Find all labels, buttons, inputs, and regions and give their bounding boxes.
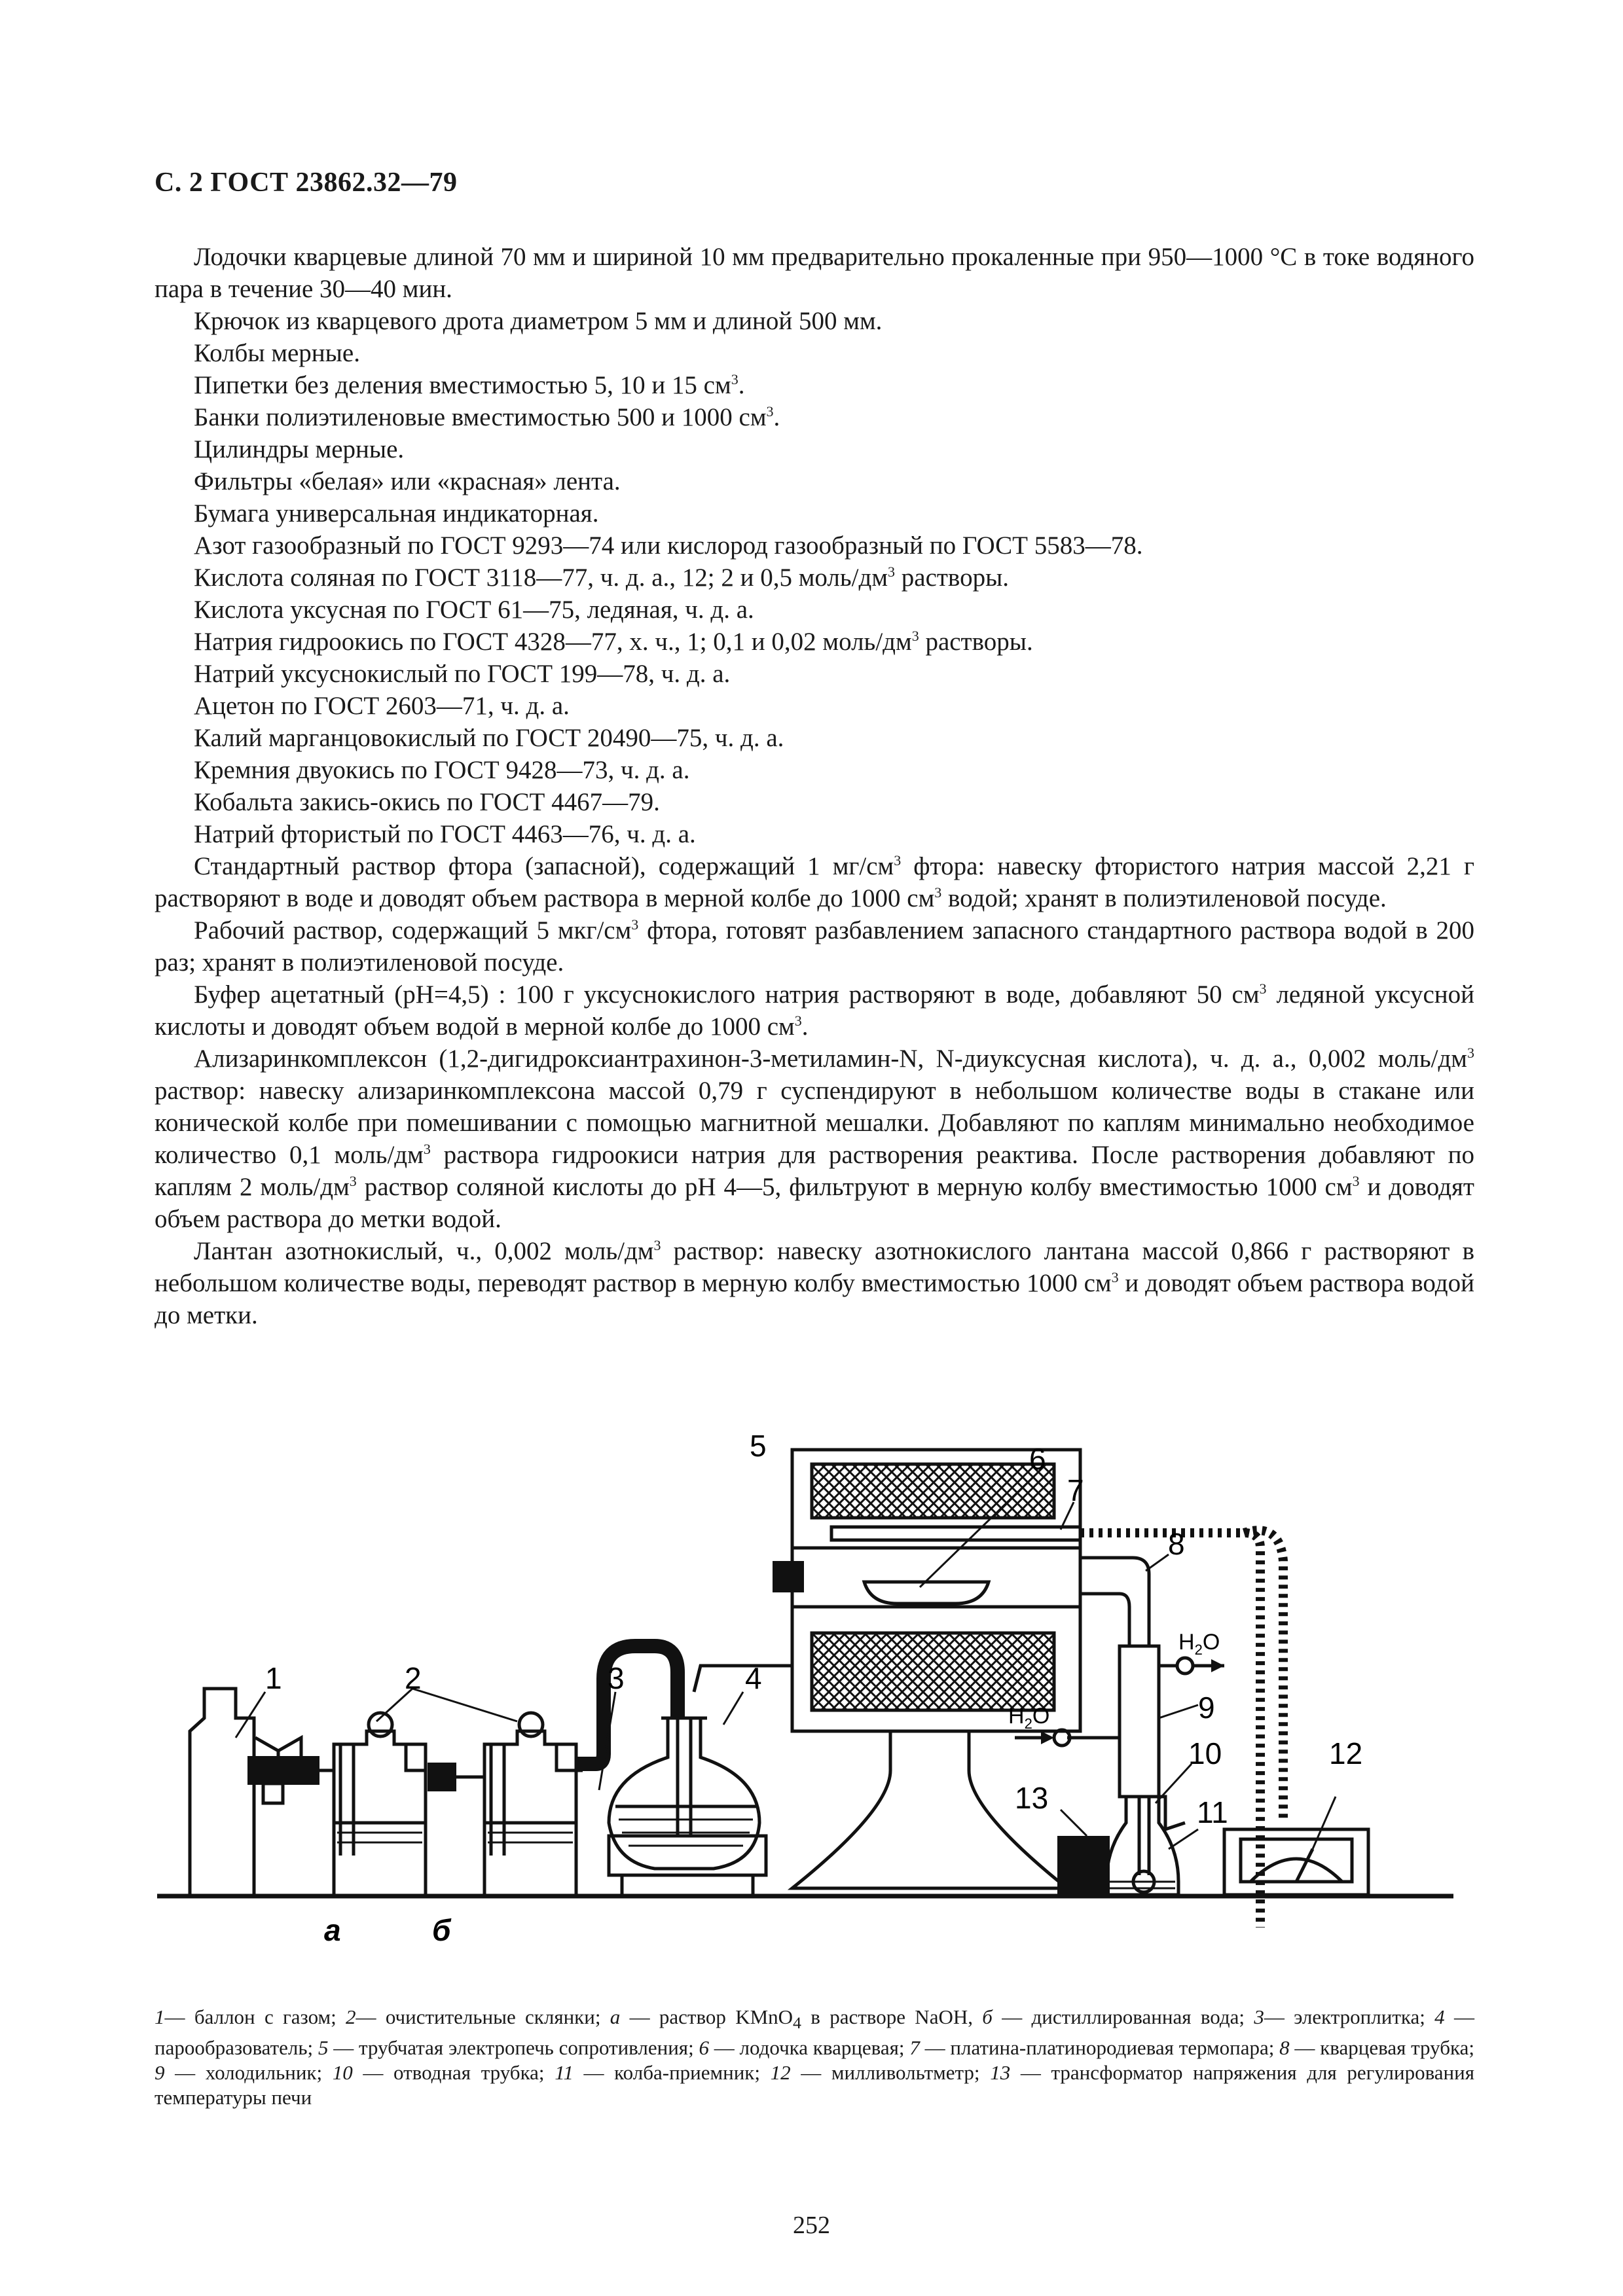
- caption-text: — электроплитка;: [1264, 2005, 1435, 2028]
- superscript: 3: [1111, 1269, 1119, 1285]
- caption-num: 2: [346, 2005, 356, 2028]
- text-run: .: [738, 371, 745, 399]
- caption-text: — колба-приемник;: [573, 2061, 771, 2085]
- receiver-liquid: [1110, 1882, 1175, 1888]
- superscript: 3: [934, 884, 942, 901]
- text-run: Кислота соляная по ГОСТ 3118—77, ч. д. а., 12; 2 и 0,5 моль/дм: [194, 564, 888, 592]
- condenser: [1054, 1646, 1193, 1797]
- reagent-item: Кобальта закись-окись по ГОСТ 4467—79.: [194, 788, 660, 816]
- caption-num: 8: [1279, 2036, 1290, 2060]
- superscript: 3: [794, 1013, 802, 1029]
- caption-num: 10: [332, 2061, 353, 2085]
- paragraph-alizarin: [155, 1043, 1474, 1235]
- label-13: 13: [1015, 1781, 1049, 1815]
- quartz-boat: [864, 1582, 989, 1604]
- text-run: .: [801, 1013, 809, 1041]
- text-run: Стандартный раствор фтора (запасной), содержащий 1 мг/см: [194, 852, 894, 880]
- superscript: 3: [894, 852, 902, 869]
- text-run: раствор: навеску ализаринкомплексона массой 0,79 г суспендируют в небольшом количестве воды в стакане или конической колбе при помешивании с помощью магнитной мешалки. Добавляют по каплям минимально необходимое количество 0,1 моль/дм: [155, 1077, 1474, 1169]
- caption-text: в растворе NaOH,: [801, 2005, 983, 2028]
- superscript: 3: [423, 1141, 431, 1157]
- rubber-hose: [576, 1646, 678, 1764]
- caption-text: — трубчатая электропечь сопротивления;: [328, 2036, 699, 2060]
- text-run: растворы.: [919, 628, 1033, 656]
- caption-text: — платина-платинородиевая термопара;: [919, 2036, 1280, 2060]
- label-b: б: [432, 1913, 451, 1947]
- text-run: Банки полиэтиленовые вместимостью 500 и 1000 см: [194, 403, 767, 431]
- reagent-item: [155, 626, 1474, 658]
- caption-text: — трансформатор напряжения для регулирования температуры печи: [155, 2061, 1474, 2109]
- text-run: раствор соляной кислоты до pH 4—5, фильтруют в мерную колбу вместимостью 1000 см: [356, 1173, 1353, 1201]
- text-run: Лантан азотнокислый, ч., 0,002 моль/дм: [194, 1237, 654, 1265]
- reagent-item: [155, 401, 1474, 433]
- text-run: .: [773, 403, 780, 431]
- superscript: 3: [1259, 980, 1267, 997]
- caption-num: 5: [318, 2036, 329, 2060]
- liquid-a: [337, 1833, 422, 1842]
- caption-num: 1: [155, 2005, 165, 2028]
- reagent-item: Ацетон по ГОСТ 2603—71, ч. д. а.: [194, 692, 570, 720]
- caption-num: 6: [699, 2036, 709, 2060]
- text-run: и доводят объем раствора водой до метки.: [155, 1269, 1475, 1329]
- reagent-item: [155, 369, 1474, 401]
- page-header: С. 2 ГОСТ 23862.32—79: [155, 168, 458, 198]
- thermocouple: [831, 1527, 1080, 1540]
- figure-caption: [155, 2005, 1474, 2110]
- liquid-b: [488, 1833, 573, 1842]
- caption-text: — отводная трубка;: [352, 2061, 555, 2085]
- label-a: а: [324, 1913, 341, 1947]
- thermocouple-wire-2: [1244, 1530, 1283, 1823]
- caption-num: 9: [155, 2061, 165, 2085]
- furnace-heater-bottom: [812, 1633, 1054, 1710]
- caption-num: 13: [990, 2061, 1011, 2085]
- superscript: 3: [1352, 1173, 1360, 1189]
- paragraph-stock-solution: [155, 850, 1474, 914]
- caption-num: 3: [1254, 2005, 1264, 2028]
- label-11: 11: [1197, 1795, 1228, 1829]
- flask-liquid: [619, 1820, 753, 1846]
- reagent-item: Азот газообразный по ГОСТ 9293—74 или кислород газообразный по ГОСТ 5583—78.: [194, 531, 1143, 560]
- text-run: фтора, готовят разбавлением запасного стандартного раствора водой в 200 раз; хранят в полиэтиленовой посуде.: [155, 916, 1474, 977]
- label-6: 6: [1029, 1442, 1046, 1476]
- reagent-item: Колбы мерные.: [194, 339, 360, 367]
- cylinder-valve: [247, 1756, 319, 1785]
- caption-text: — раствор KMnO: [620, 2005, 793, 2028]
- superscript: 3: [888, 564, 896, 580]
- text-run: водой; хранят в полиэтиленовой посуде.: [941, 884, 1387, 912]
- caption-num: 4: [1434, 2005, 1445, 2028]
- reagent-item: Фильтры «белая» или «красная» лента.: [194, 467, 621, 495]
- superscript: 3: [1467, 1045, 1474, 1061]
- h2o-o: O: [1032, 1704, 1050, 1729]
- connector-block: [428, 1763, 456, 1791]
- text-run: ледяной уксусной кислоты и доводят объем водой в мерной колбе до 1000 см: [155, 980, 1474, 1041]
- caption-text: — баллон с газом;: [164, 2005, 346, 2028]
- label-8: 8: [1168, 1527, 1185, 1561]
- text-run: Пипетки без деления вместимостью 5, 10 и 15 см: [194, 371, 731, 399]
- caption-num: 11: [555, 2061, 574, 2085]
- caption-num: 12: [770, 2061, 791, 2085]
- paragraph-buffer: [155, 978, 1474, 1043]
- transformer: [1057, 1836, 1110, 1895]
- washing-bottle-b: [456, 1713, 583, 1896]
- page-number: 252: [793, 2212, 830, 2239]
- text-run: раствора гидроокиси натрия для растворения реактива. После растворения добавляют по каплям 2 моль/дм: [155, 1141, 1474, 1201]
- h2o-h: H: [1008, 1704, 1025, 1729]
- label-2: 2: [405, 1661, 422, 1695]
- reagent-item: [155, 562, 1474, 594]
- washing-bottle-a: [319, 1713, 426, 1896]
- text-run: Буфер ацетатный (pH=4,5) : 100 г уксуснокислого натрия растворяют в воде, добавляют 50 см: [194, 980, 1260, 1009]
- paragraph-lanthanum: [155, 1235, 1474, 1331]
- caption-text: — парообразователь;: [155, 2005, 1474, 2060]
- caption-text: — холодильник;: [164, 2061, 333, 2085]
- h2o-sub: 2: [1194, 1641, 1203, 1658]
- caption-sub: 4: [793, 2013, 801, 2033]
- superscript: 3: [766, 403, 774, 420]
- tube-plug: [773, 1561, 804, 1592]
- h2o-h: H: [1178, 1630, 1195, 1655]
- text-run: и доводят объем раствора до метки водой.: [155, 1173, 1474, 1233]
- label-4: 4: [745, 1661, 762, 1695]
- label-9: 9: [1198, 1691, 1215, 1725]
- caption-text: — милливольтметр;: [790, 2061, 991, 2085]
- body-text: [155, 241, 1474, 1331]
- reagent-item: Натрий уксуснокислый по ГОСТ 199—78, ч. д. а.: [194, 660, 731, 688]
- h2o-sub: 2: [1024, 1715, 1032, 1732]
- label-5: 5: [750, 1430, 767, 1463]
- text-run: Натрия гидроокись по ГОСТ 4328—77, х. ч., 1; 0,1 и 0,02 моль/дм: [194, 628, 912, 656]
- caption-num: б: [982, 2005, 993, 2028]
- text-run: Ализаринкомплексон (1,2-дигидроксиантрахинон-3-метиламин-N, N-диуксусная кислота), ч. д. а., 0,002 моль/дм: [194, 1045, 1467, 1073]
- reagent-item: Лодочки кварцевые длиной 70 мм и шириной 10 мм предварительно прокаленные при 950—1000 °С в токе водяного пара в течение 30—40 мин.: [155, 243, 1474, 303]
- label-1: 1: [265, 1661, 282, 1695]
- reagent-item: Натрий фтористый по ГОСТ 4463—76, ч. д. а.: [194, 820, 696, 848]
- reagent-item: Бумага универсальная индикаторная.: [194, 499, 599, 528]
- text-run: Рабочий раствор, содержащий 5 мкг/см: [194, 916, 632, 944]
- label-h2o-out: [1178, 1630, 1220, 1658]
- reagent-item: Крючок из кварцевого дрота диаметром 5 мм и длиной 500 мм.: [194, 307, 883, 335]
- label-7: 7: [1067, 1473, 1084, 1507]
- label-3: 3: [608, 1661, 625, 1695]
- reagent-item: Кислота уксусная по ГОСТ 61—75, ледяная, ч. д. а.: [194, 596, 754, 624]
- superscript: 3: [731, 371, 739, 387]
- caption-text: — лодочка кварцевая;: [708, 2036, 910, 2060]
- text-run: раствор: навеску азотнокислого лантана массой 0,866 г растворяют в небольшом количестве воды, переводят раствор в мерную колбу вместимостью 1000 см: [155, 1237, 1474, 1297]
- text-run: растворы.: [895, 564, 1010, 592]
- caption-num: 7: [909, 2036, 920, 2060]
- superscript: 3: [349, 1173, 357, 1189]
- reagent-item: Цилиндры мерные.: [194, 435, 405, 463]
- label-12: 12: [1329, 1736, 1363, 1770]
- quartz-tube: [1080, 1558, 1149, 1646]
- apparatus-figure: [137, 1430, 1473, 1993]
- h2o-o: O: [1202, 1630, 1220, 1655]
- caption-text: — очистительные склянки;: [356, 2005, 610, 2028]
- caption-text: — кварцевая трубка;: [1289, 2036, 1474, 2060]
- superscript: 3: [653, 1237, 661, 1253]
- superscript: 3: [631, 916, 639, 933]
- superscript: 3: [911, 628, 919, 644]
- reagent-item: Кремния двуокись по ГОСТ 9428—73, ч. д. а.: [194, 756, 690, 784]
- label-10: 10: [1188, 1736, 1222, 1770]
- paragraph-working-solution: [155, 914, 1474, 978]
- text-run: фтора: навеску фтористого натрия массой 2,21 г растворяют в воде и доводят объем раствора в мерной колбе до 1000 см: [155, 852, 1474, 912]
- caption-num: а: [610, 2005, 621, 2028]
- millivoltmeter: [1224, 1829, 1368, 1895]
- caption-text: — дистиллированная вода;: [992, 2005, 1254, 2028]
- reagent-item: Калий марганцовокислый по ГОСТ 20490—75, ч. д. а.: [194, 724, 784, 752]
